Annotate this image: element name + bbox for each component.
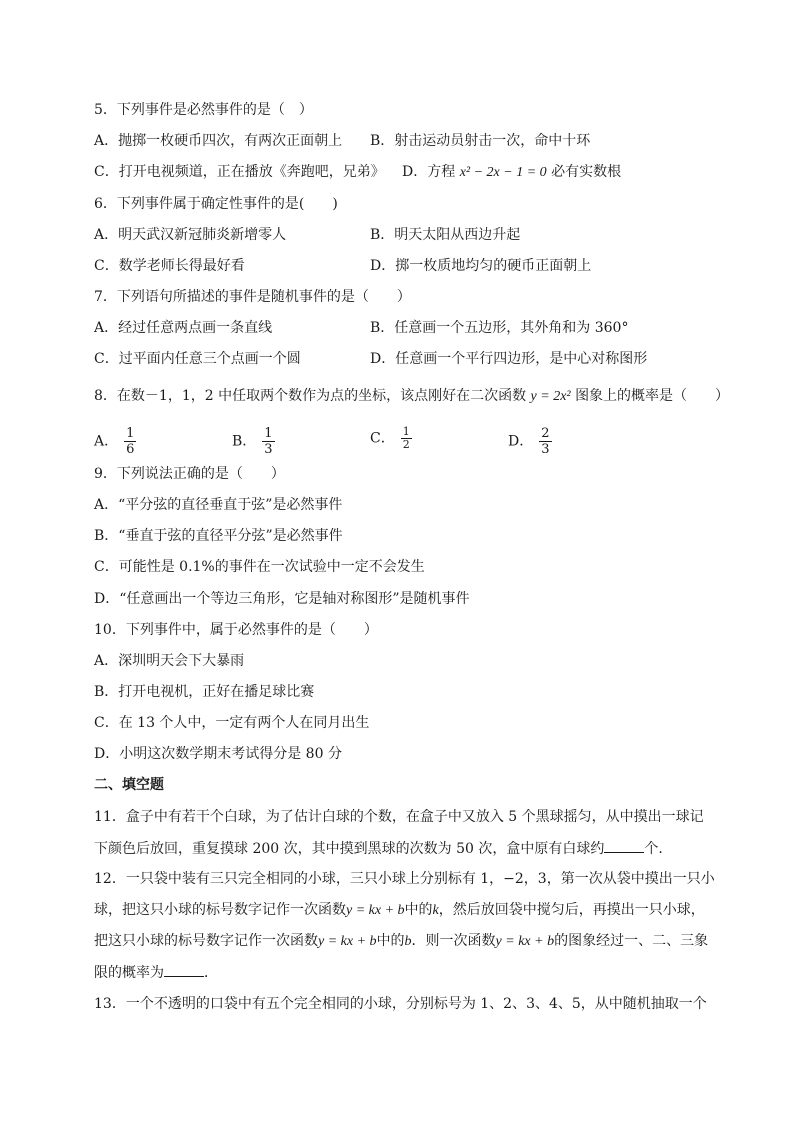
q6-options-row2 xyxy=(94,256,714,276)
q12-line3-text: 把这只小球的标号数字记作一次函数 xyxy=(94,933,318,949)
q10-option-b: B．打开电视机，正好在播足球比赛 xyxy=(94,684,315,700)
q12-line1: 12．一只袋中装有三只完全相同的小球，三只小球上分别标有 1，−2，3，第一次从袋中摸出一只小 xyxy=(94,871,715,887)
fraction xyxy=(124,426,136,457)
q12-line2-suffix: ，然后放回袋中搅匀后，再摸出一只小球， xyxy=(438,902,705,918)
fraction xyxy=(539,426,551,457)
q5-options-row2 xyxy=(94,162,714,182)
q5-option-d-suffix: 必有实数根 xyxy=(551,164,622,180)
q8-option-c-label: C． xyxy=(370,430,395,447)
fraction xyxy=(401,426,412,451)
q7-option-d: D．任意画一个平行四边形，是中心对称图形 xyxy=(370,351,648,367)
q5-option-d-prefix: D．方程 xyxy=(402,164,456,180)
q7-option-b: B．任意画一个五边形，其外角和为 360° xyxy=(370,320,629,336)
q8-option-d-label: D． xyxy=(508,433,534,450)
q9-option-c: C．可能性是 0.1%的事件在一次试验中一定不会发生 xyxy=(94,559,425,575)
q8-stem-prefix: 8．在数－1，1，2 中任取两个数作为点的坐标，该点刚好在二次函数 xyxy=(94,388,527,404)
q5-option-b: B．射击运动员射击一次，命中十环 xyxy=(370,133,591,149)
q11-line2 xyxy=(94,838,663,859)
fraction xyxy=(262,426,274,457)
q6-option-d: D．掷一枚质地均匀的硬币正面朝上 xyxy=(370,258,592,274)
q12-line2-mid: 中的 xyxy=(404,902,433,918)
q10-option-a: A．深圳明天会下大暴雨 xyxy=(94,653,245,669)
q9-option-d: D．“任意画出一个等边三角形，它是轴对称图形”是随机事件 xyxy=(94,591,470,607)
q10-stem: 10．下列事件中，属于必然事件的是（ ） xyxy=(94,622,378,638)
numerator: 1 xyxy=(264,426,273,441)
q12-line2 xyxy=(94,900,705,921)
denominator: 3 xyxy=(541,442,550,457)
numerator: 1 xyxy=(126,426,135,441)
q5-stem: 5．下列事件是必然事件的是（ ） xyxy=(94,102,313,118)
q5-option-a: A．抛掷一枚硬币四次，有两次正面朝上 xyxy=(94,133,343,149)
q8-option-a-label: A． xyxy=(94,433,119,450)
q6-option-a: A．明天武汉新冠肺炎新增零人 xyxy=(94,227,287,243)
q7-stem: 7．下列语句所描述的事件是随机事件的是（ ） xyxy=(94,289,411,305)
q9-option-b: B．“垂直于弦的直径平分弦”是必然事件 xyxy=(94,528,343,544)
q12-function: y = kx + b xyxy=(318,934,377,949)
q6-option-b: B．明天太阳从西边升起 xyxy=(370,227,521,243)
q7-options-row2 xyxy=(94,349,714,369)
denominator: 6 xyxy=(126,442,135,457)
q8-option-c xyxy=(370,426,412,451)
q7-options-row1 xyxy=(94,318,714,338)
q12-line4-suffix: ． xyxy=(204,965,218,981)
q6-option-c: C．数学老师长得最好看 xyxy=(94,258,245,274)
q8-option-b xyxy=(232,426,275,457)
q12-function: y = kx + b xyxy=(495,934,555,949)
q8-options xyxy=(94,420,594,460)
q8-stem xyxy=(94,386,729,407)
q8-stem-suffix: 图象上的概率是（ ） xyxy=(575,388,730,404)
q12-k: k xyxy=(432,903,439,918)
q11-line1: 11．盒子中有若干个白球，为了估计白球的个数，在盒子中又放入 5 个黑球摇匀，从中摸出一球记 xyxy=(94,809,704,825)
q10-option-d: D．小明这次数学期末考试得分是 80 分 xyxy=(94,746,342,762)
q5-option-c: C．打开电视频道，正在播放《奔跑吧，兄弟》 xyxy=(94,164,385,180)
denominator: 3 xyxy=(264,442,273,457)
q11-line2-suffix: 个. xyxy=(644,841,663,857)
q8-option-d xyxy=(508,426,552,457)
numerator: 2 xyxy=(541,426,550,441)
section-title: 二、填空题 xyxy=(94,777,164,793)
q10-option-c: C．在 13 个人中，一定有两个人在同月出生 xyxy=(94,715,370,731)
q7-option-a: A．经过任意两点画一条直线 xyxy=(94,320,273,336)
q12-line2-text: 球，把这只小球的标号数字记作一次函数 xyxy=(94,902,346,918)
q8-equation: y = 2x² xyxy=(530,389,571,404)
q5-options-row1 xyxy=(94,131,714,151)
q11-line2-text: 下颜色后放回，重复摸球 200 次，其中摸到黑球的次数为 50 次，盒中原有白球约 xyxy=(94,841,605,857)
q12-answer-blank[interactable] xyxy=(164,962,204,977)
q12-line4 xyxy=(94,962,218,983)
q12-line3-mid: 中的 xyxy=(376,933,405,949)
q13-line1: 13．一个不透明的口袋中有五个完全相同的小球，分别标号为 1、2、3、4、5，从中随机抽取一个 xyxy=(94,996,707,1012)
numerator: 1 xyxy=(402,425,410,438)
q12-line4-text: 限的概率为 xyxy=(94,965,164,981)
q5-option-d xyxy=(402,162,621,183)
q12-b: b xyxy=(404,934,412,949)
q8-option-a xyxy=(94,426,136,457)
q9-stem: 9．下列说法正确的是（ ） xyxy=(94,466,285,482)
q12-line3-suffix: 的图象经过一、二、三象 xyxy=(554,933,709,949)
q12-line3-mid2: ．则一次函数 xyxy=(411,933,496,949)
q12-line3 xyxy=(94,931,708,952)
q9-option-a: A．“平分弦的直径垂直于弦”是必然事件 xyxy=(94,497,343,513)
q6-options-row1 xyxy=(94,225,714,245)
q6-stem: 6．下列事件属于确定性事件的是( ) xyxy=(94,196,338,212)
q12-function: y = kx + b xyxy=(346,903,405,918)
q5-equation: x² − 2x − 1 = 0 xyxy=(459,165,547,180)
q11-answer-blank[interactable] xyxy=(604,838,644,853)
q7-option-c: C．过平面内任意三个点画一个圆 xyxy=(94,351,301,367)
q8-option-b-label: B． xyxy=(232,433,257,450)
denominator: 2 xyxy=(402,438,410,451)
